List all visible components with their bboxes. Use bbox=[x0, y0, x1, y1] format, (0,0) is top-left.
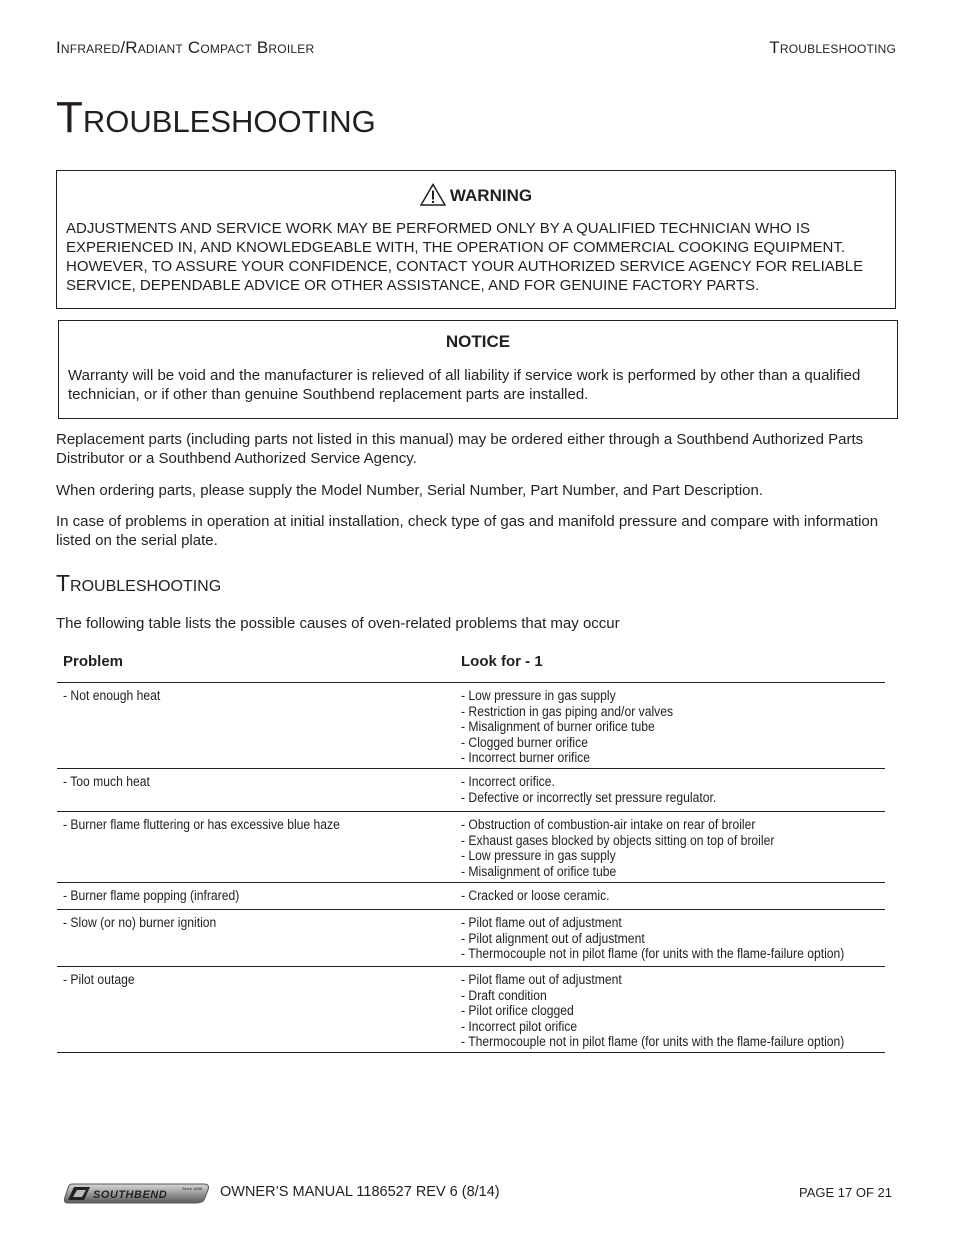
causes-cell bbox=[461, 972, 844, 1050]
table-header-row bbox=[57, 648, 885, 683]
table-header-look-for: Look for - 1 bbox=[461, 653, 543, 670]
cause-item: - Misalignment of orifice tube bbox=[461, 863, 617, 879]
warning-box bbox=[56, 170, 896, 309]
header-document-title: Infrared/Radiant Compact Broiler bbox=[56, 38, 315, 57]
cause-item: - Pilot orifice clogged bbox=[461, 1003, 574, 1019]
paragraph-replacement-parts: Replacement parts (including parts not listed in this manual) may be ordered either through a Southbend Authorized Parts Distributor or a Southbend Authorized Service Agency. bbox=[56, 431, 864, 467]
cause-item: - Incorrect orifice. bbox=[461, 774, 555, 789]
table-row bbox=[57, 769, 885, 812]
svg-text:SOUTHBEND: SOUTHBEND bbox=[93, 1189, 168, 1201]
cause-item: - Cracked or loose ceramic. bbox=[461, 888, 610, 903]
paragraph-installation-problems: In case of problems in operation at initial installation, check type of gas and manifold pressure and compare with information listed on the serial plate. bbox=[56, 513, 879, 549]
problem-cell: - Too much heat bbox=[63, 774, 150, 789]
cause-item: - Defective or incorrectly set pressure regulator. bbox=[461, 789, 717, 805]
warning-title: WARNING bbox=[449, 186, 533, 205]
cause-item: - Obstruction of combustion-air intake on rear of broiler bbox=[461, 817, 756, 832]
cause-item: - Clogged burner orifice bbox=[461, 734, 588, 750]
notice-box bbox=[58, 320, 898, 419]
warning-triangle-icon bbox=[420, 183, 446, 206]
problem-cell: - Burner flame popping (infrared) bbox=[63, 888, 240, 903]
cause-item: - Low pressure in gas supply bbox=[461, 688, 616, 703]
problem-cell: - Not enough heat bbox=[63, 688, 161, 703]
header-section-title: Troubleshooting bbox=[769, 38, 896, 57]
causes-cell bbox=[461, 817, 774, 879]
cause-item: - Draft condition bbox=[461, 987, 547, 1003]
notice-text: Warranty will be void and the manufacturer is relieved of all liability if service work is performed by other than a qualified technician, or if other than genuine Southbend replacement parts are installed. bbox=[68, 367, 861, 403]
table-row bbox=[57, 683, 885, 769]
cause-item: - Misalignment of burner orifice tube bbox=[461, 719, 655, 735]
cause-item: - Pilot alignment out of adjustment bbox=[461, 930, 645, 946]
table-body bbox=[57, 683, 885, 1053]
southbend-logo bbox=[64, 1182, 210, 1209]
causes-cell bbox=[461, 774, 716, 805]
cause-item: - Pilot flame out of adjustment bbox=[461, 915, 622, 930]
cause-item: - Incorrect burner orifice bbox=[461, 750, 590, 766]
table-header-problem: Problem bbox=[63, 653, 124, 670]
footer-page-number: PAGE 17 OF 21 bbox=[799, 1185, 892, 1200]
cause-item: - Thermocouple not in pilot flame (for units with the flame-failure option) bbox=[461, 1034, 845, 1050]
table-row bbox=[57, 967, 885, 1053]
paragraph-ordering-parts: When ordering parts, please supply the Model Number, Serial Number, Part Number, and Part Description. bbox=[56, 482, 764, 499]
cause-item: - Exhaust gases blocked by objects sitting on top of broiler bbox=[461, 832, 775, 848]
problem-cell: - Burner flame fluttering or has excessive blue haze bbox=[63, 817, 340, 832]
table-row bbox=[57, 910, 885, 967]
table-row bbox=[57, 812, 885, 883]
troubleshooting-table bbox=[57, 648, 885, 1053]
svg-text:Since 1898: Since 1898 bbox=[182, 1186, 203, 1191]
causes-cell bbox=[461, 688, 673, 766]
section-intro: The following table lists the possible causes of oven-related problems that may occur bbox=[56, 615, 620, 632]
problem-cell: - Slow (or no) burner ignition bbox=[63, 915, 217, 930]
cause-item: - Pilot flame out of adjustment bbox=[461, 972, 622, 987]
footer-manual-number: OWNER’S MANUAL 1186527 REV 6 (8/14) bbox=[220, 1184, 500, 1200]
cause-item: - Low pressure in gas supply bbox=[461, 848, 616, 864]
causes-cell bbox=[461, 915, 844, 962]
cause-item: - Thermocouple not in pilot flame (for units with the flame-failure option) bbox=[461, 946, 845, 962]
table-row bbox=[57, 883, 885, 910]
warning-text: ADJUSTMENTS AND SERVICE WORK MAY BE PERFORMED ONLY BY A QUALIFIED TECHNICIAN WHO IS EXPERIENCED IN, AND KNOWLEDGEABLE WITH, THE OPERATION OF COMMERCIAL COOKING EQUIPMENT. HOWEVER, TO ASSURE YOUR CONFIDENCE, CONTACT YOUR AUTHORIZED SERVICE AGENCY FOR RELIABLE SERVICE, DEPENDABLE ADVICE OR OTHER ASSISTANCE, AND FOR GENUINE FACTORY PARTS. bbox=[66, 220, 864, 294]
cause-item: - Restriction in gas piping and/or valves bbox=[461, 703, 674, 719]
page-title: Troubleshooting bbox=[56, 93, 376, 142]
section-title: Troubleshooting bbox=[56, 570, 222, 596]
problem-cell: - Pilot outage bbox=[63, 972, 135, 987]
causes-cell bbox=[461, 888, 610, 904]
cause-item: - Incorrect pilot orifice bbox=[461, 1018, 578, 1034]
notice-title: NOTICE bbox=[445, 332, 511, 351]
warning-heading bbox=[57, 183, 895, 206]
